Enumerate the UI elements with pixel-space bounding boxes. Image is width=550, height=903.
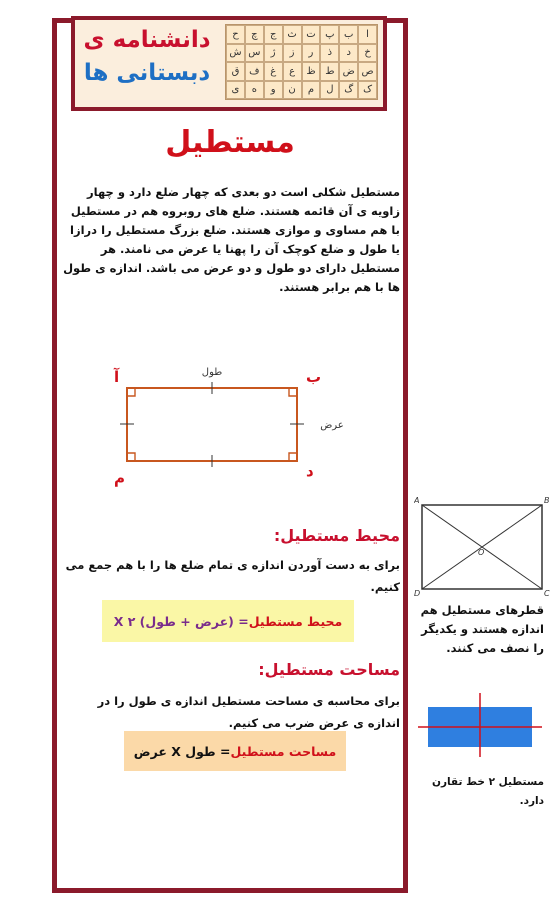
alphabet-letter: ل [320,81,339,100]
perimeter-heading: محیط مستطیل: [273,526,400,545]
alphabet-letter: ش [226,44,245,63]
rectangle-shape [127,388,297,461]
alphabet-letter: ظ [302,62,321,81]
alphabet-letter: گ [339,81,358,100]
alphabet-letter: ف [245,62,264,81]
perimeter-text: برای به دست آوردن اندازه ی تمام ضلع ها را با هم جمع می کنیم. [65,558,400,594]
alphabet-letter: ث [283,25,302,44]
perimeter-formula [102,600,354,642]
alphabet-letter: د [339,44,358,63]
right-angle-mark [289,453,297,461]
encyclopedia-title-line2: دبستانی ها [83,60,211,86]
intro-paragraph: مستطیل شکلی است دو بعدی که چهار ضلع دارد و چهار زاویه ی آن قائمه هستند. ضلع های روبروه هم در مستطیل با هم مساوی و موازی هستند. ضلع بزرگ مستطیل را درازا یا طول و ضلع کوچک آن را پهنا یا عرض می نامند. هر مستطیل دارای دو طول و دو عرض می باشد. اندازه ی طول ها با هم برابر هستند. [63,185,400,294]
alphabet-letter: ژ [264,44,283,63]
alphabet-letter: چ [245,25,264,44]
vertex-label-b: B [544,496,550,505]
vertex-label-bottom-right: د [306,462,314,480]
symmetry-diagram [418,693,542,757]
alphabet-letter: ن [283,81,302,100]
vertex-label-a: A [414,496,420,505]
encyclopedia-title-line1: دانشنامه ی [83,27,211,53]
alphabet-letter: ی [226,81,245,100]
center-label-o: O [478,548,485,557]
right-angle-mark [127,388,135,396]
length-label: طول [201,367,223,378]
area-formula-body: = طول X عرض [133,743,231,759]
alphabet-letter: ت [302,25,321,44]
vertex-label-top-right: ب [306,368,322,386]
alphabet-letter: پ [320,25,339,44]
alphabet-letter: ع [283,62,302,81]
perimeter-formula-name: محیط مستطیل [248,613,343,629]
alphabet-grid [225,24,378,100]
alphabet-letter: ذ [320,44,339,63]
vertex-label-top-left: آ [114,368,120,386]
alphabet-letter: خ [358,44,377,63]
vertex-label-c: C [544,589,550,597]
side-panel [414,493,550,903]
alphabet-letter: ط [320,62,339,81]
right-angle-mark [127,453,135,461]
area-heading: مساحت مستطیل: [258,660,400,679]
vertex-label-bottom-left: م [114,469,125,487]
alphabet-letter: و [264,81,283,100]
alphabet-letter: ص [358,62,377,81]
alphabet-letter: ک [358,81,377,100]
alphabet-letter: ج [264,25,283,44]
diagonals-diagram [414,493,550,597]
area-text: برای محاسبه ی مساحت مستطیل اندازه ی طول را در اندازه ی عرض ضرب می کنیم. [97,694,400,730]
vertex-label-d: D [414,589,421,597]
area-formula [124,731,346,771]
alphabet-letter: ه [245,81,264,100]
right-angle-mark [289,388,297,396]
alphabet-letter: ز [283,44,302,63]
area-formula-name: مساحت مستطیل [230,743,337,759]
alphabet-letter: ب [339,25,358,44]
alphabet-letter: ا [358,25,377,44]
symmetry-text: مستطیل ۲ خط تقارن دارد. [431,776,544,807]
width-label: عرض [320,420,344,431]
diagonals-text: قطرهای مستطیل هم اندازه هستند و یکدیگر را نصف می کنند. [420,603,544,655]
alphabet-letter: ق [226,62,245,81]
alphabet-letter: م [302,81,321,100]
rectangle-diagram [100,360,370,490]
alphabet-letter: ر [302,44,321,63]
alphabet-letter: ض [339,62,358,81]
page-title: مستطیل [165,125,295,160]
alphabet-letter: غ [264,62,283,81]
alphabet-letter: س [245,44,264,63]
alphabet-letter: ح [226,25,245,44]
perimeter-formula-body: = (عرض + طول) X ۲ [113,613,249,629]
